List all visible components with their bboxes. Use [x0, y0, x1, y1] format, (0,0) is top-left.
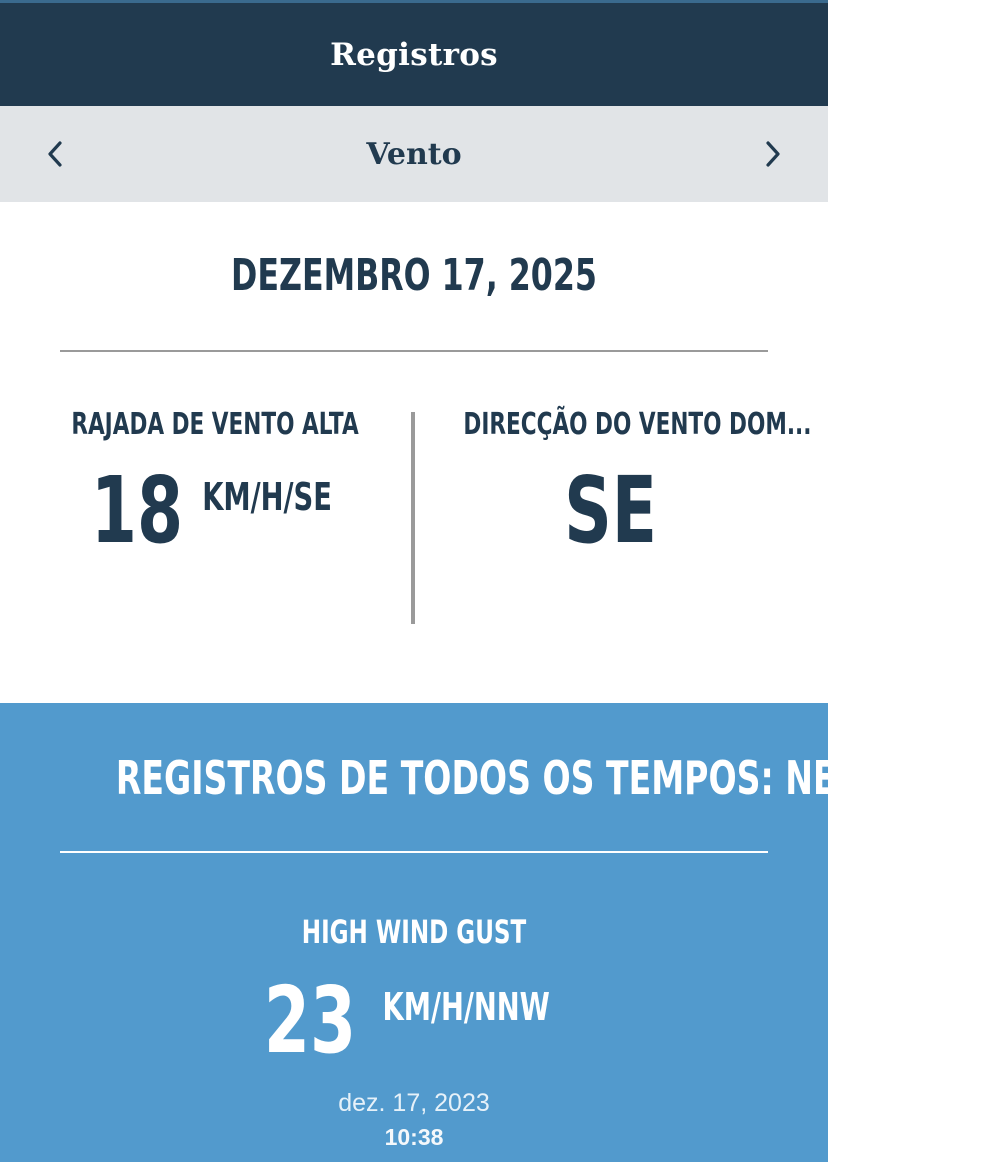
category-nav	[0, 106, 828, 202]
today-section	[0, 202, 828, 703]
dominant-direction-value-row	[406, 457, 816, 564]
record-time: 10:38	[384, 1124, 444, 1150]
all-time-records-section	[0, 703, 982, 1162]
records-divider	[60, 851, 768, 853]
record-value: 23	[263, 967, 356, 1074]
dominant-direction-stat	[406, 407, 816, 564]
date-heading: DEZEMBRO 17, 2025	[231, 250, 597, 301]
dominant-direction-label: DIRECÇÃO DO VENTO DOM...	[463, 407, 812, 442]
record-unit: KM/H/NNW	[382, 985, 550, 1029]
record-date: dez. 17, 2023	[338, 1089, 490, 1117]
header-title: Registros	[330, 36, 498, 73]
record-value-row	[0, 967, 828, 1074]
divider	[60, 350, 768, 352]
high-gust-unit: KM/H/SE	[202, 475, 332, 519]
high-gust-label: RAJADA DE VENTO ALTA	[71, 407, 359, 442]
high-gust-value: 18	[90, 457, 184, 564]
high-gust-value-row	[10, 457, 420, 564]
high-gust-stat	[10, 407, 420, 564]
category-title: Vento	[366, 136, 462, 172]
app-header	[0, 0, 828, 106]
dominant-direction-value: SE	[564, 457, 658, 564]
chevron-left-icon[interactable]	[38, 137, 72, 171]
record-label: HIGH WIND GUST	[301, 913, 527, 951]
chevron-right-icon[interactable]	[756, 137, 790, 171]
records-heading: REGISTROS DE TODOS OS TEMPOS: NESTE DIA	[115, 751, 982, 805]
